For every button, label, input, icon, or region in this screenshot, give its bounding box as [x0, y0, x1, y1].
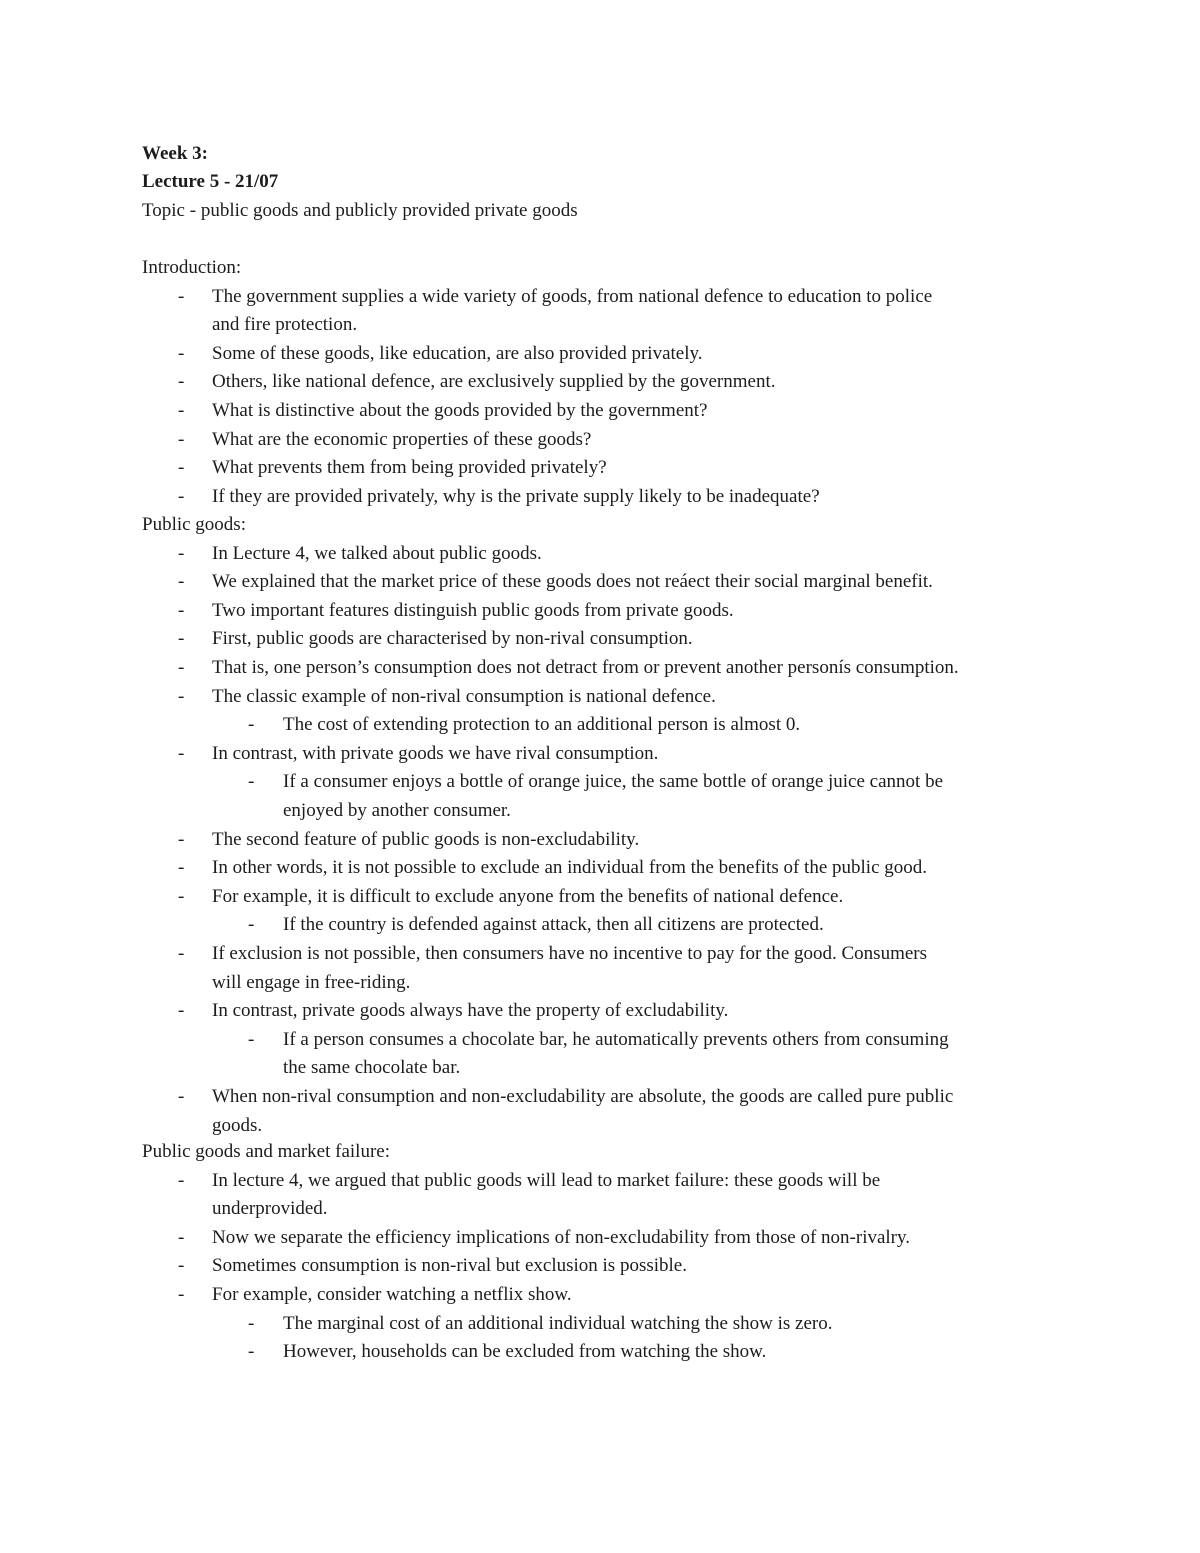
bullet-marker: -	[178, 628, 185, 650]
bullet-text: For example, it is difficult to exclude anyone from the benefits of national defence.	[212, 885, 844, 907]
bullet-marker: -	[248, 1312, 255, 1334]
bullet-marker: -	[178, 857, 185, 879]
bullet-text: If exclusion is not possible, then consumers have no incentive to pay for the good. Consumers	[212, 943, 928, 964]
bullet-marker: -	[178, 1284, 185, 1305]
section-heading: Introduction:	[142, 257, 242, 278]
bullet-marker: -	[178, 657, 185, 678]
bullet-marker: -	[178, 1255, 185, 1277]
bullet-marker: -	[178, 1086, 185, 1107]
bullet-marker: -	[178, 885, 185, 907]
topic-line: Topic - public goods and publicly provided private goods	[142, 200, 578, 221]
lecture-heading: Lecture 5 - 21/07	[142, 171, 279, 192]
bullet-text: underprovided.	[212, 1198, 328, 1220]
bullet-text: If a consumer enjoys a bottle of orange juice, the same bottle of orange juice cannot be	[283, 771, 943, 793]
bullet-marker: -	[248, 714, 255, 736]
bullet-marker: -	[178, 342, 185, 364]
bullet-text: In contrast, with private goods we have rival consumption.	[212, 742, 659, 764]
bullet-text: The cost of extending protection to an additional person is almost 0.	[283, 714, 801, 736]
bullet-marker: -	[178, 1226, 185, 1248]
bullet-marker: -	[178, 685, 185, 707]
bullet-marker: -	[248, 1341, 255, 1363]
week-heading: Week 3:	[142, 143, 208, 164]
bullet-text: If the country is defended against attack, then all citizens are protected.	[283, 914, 824, 936]
bullet-text: For example, consider watching a netflix show.	[212, 1284, 572, 1305]
bullet-marker: -	[248, 771, 255, 793]
bullet-text: Others, like national defence, are exclusively supplied by the government.	[212, 371, 776, 393]
bullet-text: Some of these goods, like education, are also provided privately.	[212, 342, 703, 364]
bullet-marker: -	[178, 485, 185, 507]
section-heading: Public goods and market failure:	[142, 1141, 390, 1162]
bullet-marker: -	[248, 914, 255, 936]
bullet-text: When non-rival consumption and non-excludability are absolute, the goods are called pure public	[212, 1086, 954, 1107]
bullet-marker: -	[178, 457, 185, 479]
bullet-text: enjoyed by another consumer.	[283, 800, 511, 821]
bullet-marker: -	[178, 828, 185, 850]
bullet-text: the same chocolate bar.	[283, 1057, 461, 1079]
bullet-text: That is, one person’s consumption does not detract from or prevent another personís consumption.	[212, 657, 959, 678]
bullet-text: Two important features distinguish public goods from private goods.	[212, 599, 734, 621]
bullet-marker: -	[178, 943, 185, 964]
bullet-text: In contrast, private goods always have the property of excludability.	[212, 1000, 729, 1022]
bullet-text: What is distinctive about the goods provided by the government?	[212, 400, 708, 421]
bullet-text: In other words, it is not possible to exclude an individual from the benefits of the public good.	[212, 857, 928, 879]
bullet-marker: -	[248, 1028, 255, 1050]
bullet-marker: -	[178, 400, 185, 421]
section-heading: Public goods:	[142, 514, 246, 535]
bullet-text: will engage in free-riding.	[212, 971, 411, 993]
bullet-marker: -	[178, 371, 185, 393]
bullet-text: The government supplies a wide variety of goods, from national defence to education to police	[212, 285, 933, 307]
bullet-text: We explained that the market price of these goods does not reáect their social marginal benefit.	[212, 571, 933, 593]
bullet-marker: -	[178, 1000, 185, 1022]
bullet-text: The second feature of public goods is non-excludability.	[212, 828, 640, 850]
bullet-text: If they are provided privately, why is the private supply likely to be inadequate?	[212, 485, 820, 507]
bullet-text: The classic example of non-rival consumption is national defence.	[212, 685, 716, 707]
bullet-text: In lecture 4, we argued that public goods will lead to market failure: these goods will be	[212, 1169, 881, 1191]
bullet-text: What prevents them from being provided privately?	[212, 457, 607, 479]
bullet-marker: -	[178, 599, 185, 621]
bullet-text: and fire protection.	[212, 314, 358, 336]
bullet-marker: -	[178, 285, 185, 307]
bullet-marker: -	[178, 1169, 185, 1191]
bullet-text: What are the economic properties of these goods?	[212, 428, 592, 450]
bullet-text: Sometimes consumption is non-rival but exclusion is possible.	[212, 1255, 687, 1277]
bullet-text: Now we separate the efficiency implications of non-excludability from those of non-rivalry.	[212, 1226, 911, 1248]
bullet-marker: -	[178, 742, 185, 764]
bullet-marker: -	[178, 428, 185, 450]
bullet-marker: -	[178, 571, 185, 593]
bullet-marker: -	[178, 542, 185, 564]
bullet-text: The marginal cost of an additional individual watching the show is zero.	[283, 1312, 833, 1334]
bullet-text: In Lecture 4, we talked about public goods.	[212, 542, 542, 564]
bullet-text: If a person consumes a chocolate bar, he automatically prevents others from consuming	[283, 1028, 949, 1050]
bullet-text: goods.	[212, 1114, 263, 1136]
bullet-text: First, public goods are characterised by non-rival consumption.	[212, 628, 693, 650]
bullet-text: However, households can be excluded from watching the show.	[283, 1341, 767, 1363]
